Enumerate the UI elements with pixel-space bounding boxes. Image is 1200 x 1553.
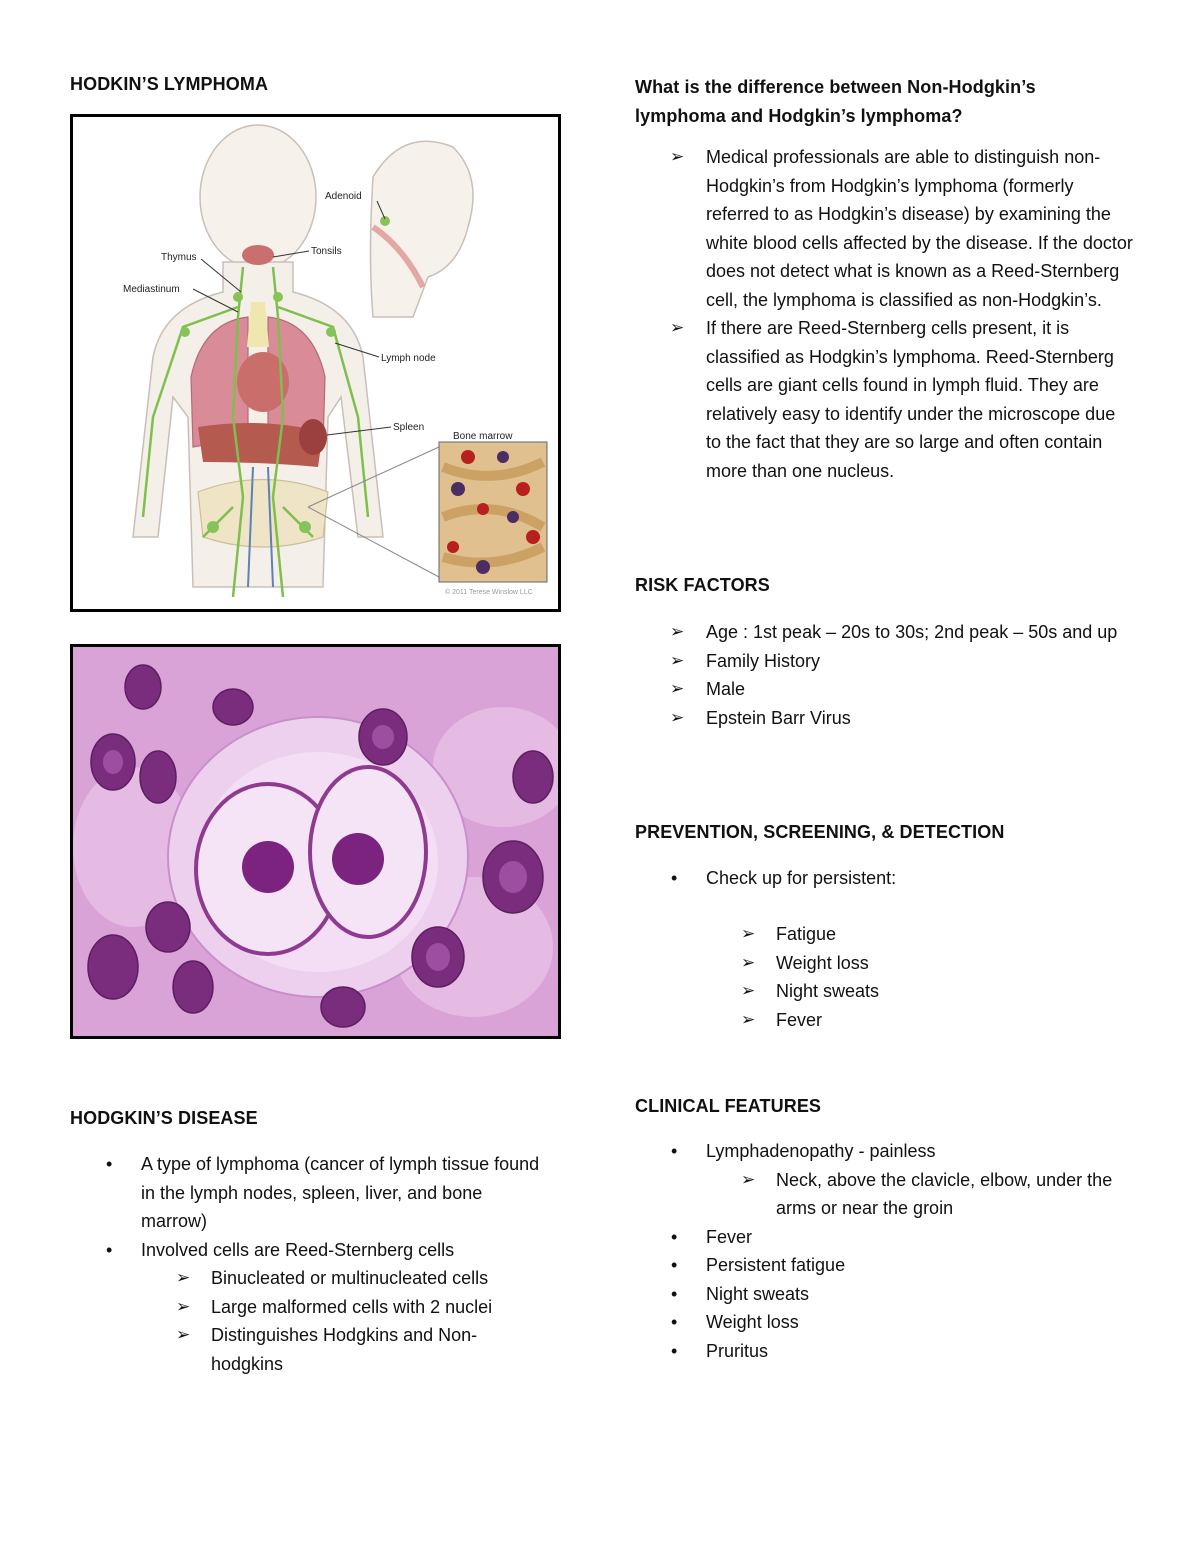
label-bone-marrow: Bone marrow <box>453 431 513 442</box>
list-item: • Lymphadenopathy - painless <box>671 1141 936 1161</box>
list-item: • Fever <box>671 1226 753 1247</box>
list-item: • Pruritus <box>671 1340 769 1361</box>
difference-list <box>635 143 1135 485</box>
list-item: ➢ Medical professionals are able to distinguish non-Hodgkin’s from Hodgkin’s lymphoma (formerly referred to as Hodgkin’s disease) by examining the white blood cells affected by the disease. If the doctor does not detect what is known as a Reed-Sternberg cell, the lymphoma is classified as non-Hodgkin’s. <box>670 147 1133 310</box>
list-item: • Weight loss <box>671 1312 799 1332</box>
label-adenoid: Adenoid <box>325 191 362 202</box>
label-mediastinum: Mediastinum <box>123 284 180 295</box>
list-item: • A type of lymphoma (cancer of lymph tissue found in the lymph nodes, spleen, liver, and bone marrow) <box>106 1154 540 1231</box>
list-item: ➢ Distinguishes Hodgkins and Non-hodgkins <box>176 1325 478 1374</box>
list-item: ➢ Large malformed cells with 2 nuclei <box>176 1296 493 1317</box>
list-item: • Night sweats <box>671 1283 810 1304</box>
disease-list <box>70 1150 540 1378</box>
disease-heading: HODGKIN’S DISEASE <box>70 1108 258 1128</box>
illustration-copyright: © 2011 Terese Winslow LLC <box>445 589 533 596</box>
list-item: • Check up for persistent: <box>671 868 897 888</box>
list-item: • Persistent fatigue <box>671 1255 846 1275</box>
lymphatic-system-illustration <box>70 114 561 612</box>
risk-list <box>635 618 1125 732</box>
list-item: ➢ Neck, above the clavicle, elbow, under the arms or near the groin <box>741 1169 1113 1218</box>
risk-heading: RISK FACTORS <box>635 575 770 595</box>
page-title: HODKIN’S LYMPHOMA <box>70 74 269 94</box>
label-spleen: Spleen <box>393 422 425 433</box>
prevention-heading: PREVENTION, SCREENING, & DETECTION <box>635 822 1005 842</box>
label-tonsils: Tonsils <box>311 246 342 257</box>
clinical-list <box>635 1137 1125 1365</box>
prevention-sublist <box>635 920 1125 1034</box>
question-heading: What is the difference between Non-Hodgkin’s lymphoma and Hodgkin’s lymphoma? <box>635 77 1036 126</box>
list-item: ➢ Epstein Barr Virus <box>670 707 851 728</box>
list-item: ➢ If there are Reed-Sternberg cells present, it is classified as Hodgkin’s lymphoma. Reed-Sternberg cells are giant cells found in lymph fluid. They are relatively easy to identify under the microscope due to the fact that they are so large and often contain more than one nucleus. <box>670 318 1116 481</box>
list-item: • Involved cells are Reed-Sternberg cells <box>106 1239 455 1260</box>
prevention-list <box>635 864 1125 893</box>
reed-sternberg-micrograph <box>70 644 561 1039</box>
list-item: ➢ Age : 1st peak – 20s to 30s; 2nd peak – 50s and up <box>670 622 1118 642</box>
list-item: ➢ Binucleated or multinucleated cells <box>176 1268 489 1288</box>
list-item: ➢ Fever <box>741 1009 823 1030</box>
list-item: ➢ Weight loss <box>741 952 869 973</box>
list-item: ➢ Night sweats <box>741 981 880 1001</box>
label-lymph-node: Lymph node <box>381 353 436 364</box>
list-item: ➢ Fatigue <box>741 924 837 944</box>
list-item: ➢ Male <box>670 679 746 699</box>
list-item: ➢ Family History <box>670 650 821 671</box>
clinical-heading: CLINICAL FEATURES <box>635 1096 822 1116</box>
label-thymus: Thymus <box>161 252 197 263</box>
